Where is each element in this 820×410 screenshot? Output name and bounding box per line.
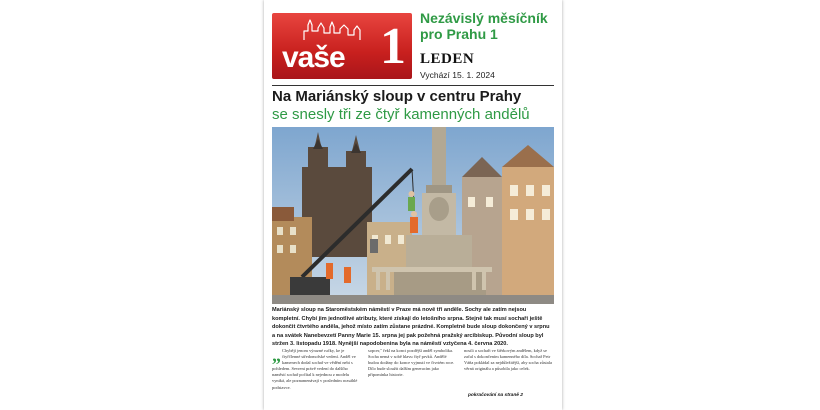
article-body xyxy=(272,348,554,398)
article-column-1 xyxy=(272,348,362,398)
article-headline: Na Mariánský sloup v centru Prahy xyxy=(272,88,522,105)
article-subheadline: se snesly tři ze čtyř kamenných andělů xyxy=(272,106,530,123)
article-lead: Mariánský sloup na Staroměstském náměstí v Praze má nově tři anděle. Sochy ale zatím nejsou kompletní. Chybí jim jednotlivé atributy, které získají do letošního srpna. Stejně tak musí sochaři ještě dokončit čtvrtého anděla, jehož místo zatím zůstane prázdné. Kompletně bude sloup dokončený v srpnu a na svátek Nanebevzetí Panny Marie 15. srpna jej pak požehná pražský arcibiskup. Původní sloup byl stržen 3. listopadu 1918. Nynější napodobenina byla na náměstí vztyčena 4. června 2020. xyxy=(272,307,550,348)
masthead-divider xyxy=(272,85,554,86)
prague-skyline-icon xyxy=(302,19,362,41)
article-column-3: nosili a sochaři ve štěrkovým andělem, když se začal s dokončením kamenného díla. Sochař Petr Váňa pokládal za nejdůležitější, aby socha zůstala věrná originálu a působila jako celek. xyxy=(464,348,552,372)
article-column-1-text: Chybějí jenom výrazné ručky, ke je čtyřčlenné středomořské vedení. Anděl ve kamenech dodal sochař ve vědění nebi s pohledem. Sevreni právě vedení do dalšího naměstí sochař počítal k nejednou z modelu vyniká, ale poznamenávají v posledním rozsáhlé podstavce. xyxy=(272,348,358,390)
newspaper-page xyxy=(264,0,562,410)
masthead-logo xyxy=(272,13,412,79)
issue-date: Vychází 15. 1. 2024 xyxy=(420,70,495,80)
continuation-link[interactable]: pokračování na straně 2 xyxy=(468,393,523,398)
article-photo xyxy=(272,127,554,304)
logo-number: 1 xyxy=(380,18,406,75)
logo-wordmark: vaše xyxy=(282,41,345,74)
article-column-2: sopcer," řekl na konci pozdější anděl symbolika. Socha nemá v sobě hlavu čtyř prvků. Andělé budou dodány do konce vyjmutí ve čtvrtém roce. Dílo bude sloužit dalším generacím jako připomínka historie. xyxy=(368,348,455,378)
quote-mark-icon: „ xyxy=(272,348,281,365)
issue-month: LEDEN xyxy=(420,51,475,67)
masthead-tagline: Nezávislý měsíčník pro Prahu 1 xyxy=(420,10,548,42)
marian-column-photo xyxy=(272,127,554,304)
